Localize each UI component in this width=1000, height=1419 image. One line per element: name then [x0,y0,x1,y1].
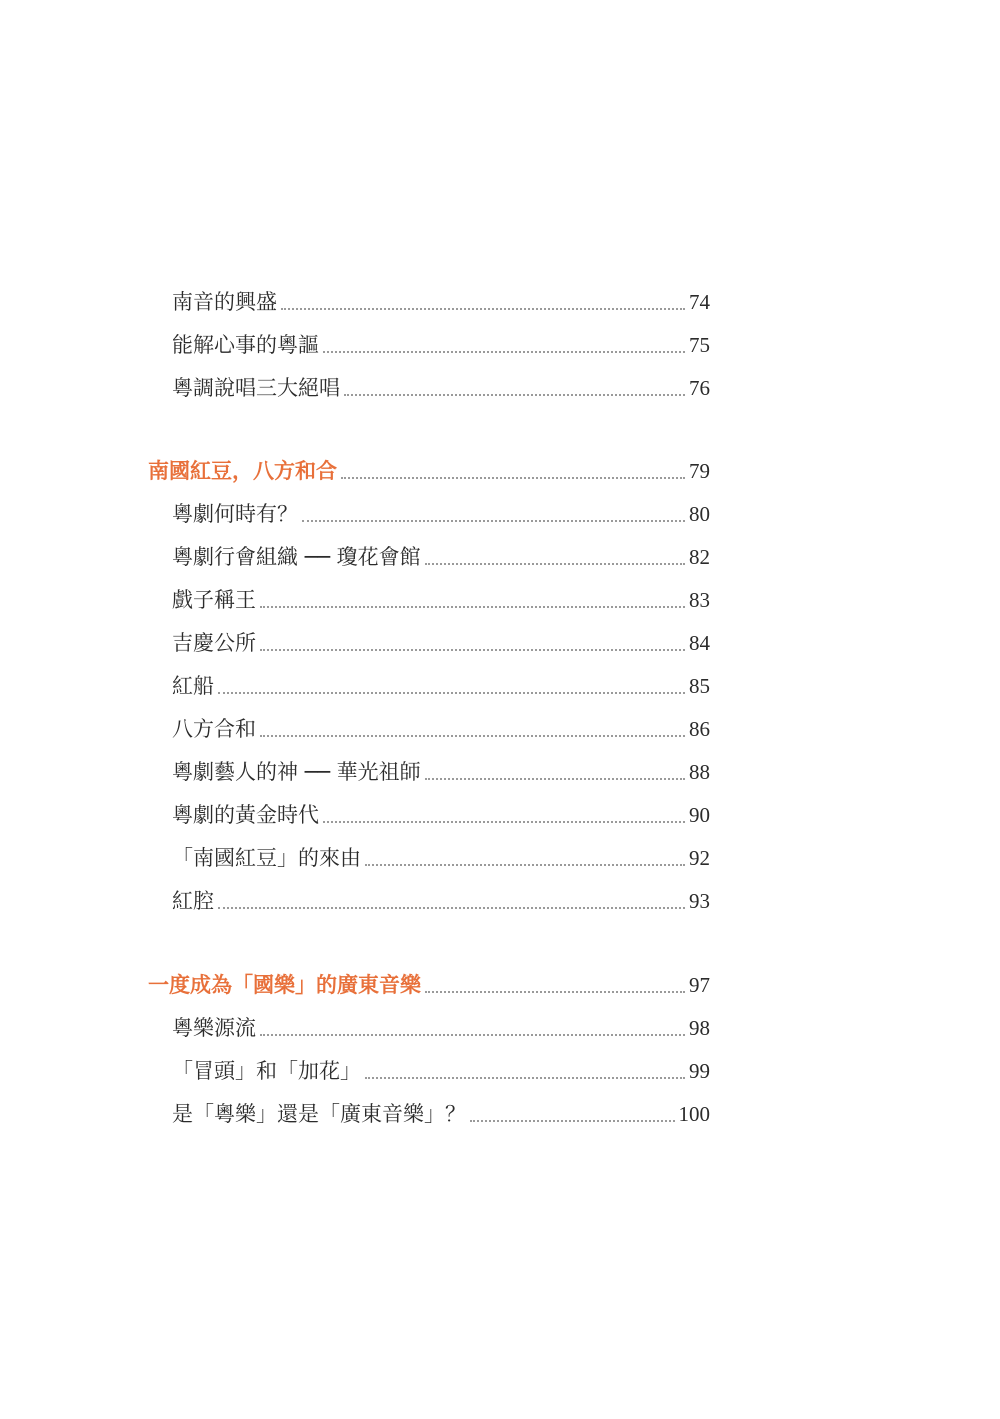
toc-entry-page: 98 [689,1016,710,1040]
toc-entry-title: 紅船 [172,674,214,698]
toc-entry-page: 85 [689,674,710,698]
toc-entry[interactable] [148,579,710,622]
toc-entry[interactable] [148,880,710,923]
dot-leader [218,692,685,694]
toc-entry[interactable] [148,794,710,837]
toc-entry[interactable] [148,837,710,880]
dot-leader [344,394,685,396]
dot-leader [470,1120,675,1122]
section-spacer [148,410,710,450]
toc-entry[interactable] [148,367,710,410]
toc-entry-page: 80 [689,502,710,526]
toc-entry-title: 是「粵樂」還是「廣東音樂」？ [172,1102,466,1126]
toc-entry-title: 吉慶公所 [172,631,256,655]
toc-entry[interactable] [148,751,710,794]
toc-entry-page: 86 [689,717,710,741]
toc-entry-page: 75 [689,333,710,357]
dot-leader [365,864,685,866]
toc-section-page: 97 [689,973,710,997]
toc-entry-page: 84 [689,631,710,655]
dot-leader [260,606,685,608]
toc-entry-title: 紅腔 [172,889,214,913]
toc-entry-page: 88 [689,760,710,784]
toc-entry-title: 南音的興盛 [172,290,277,314]
toc-entry[interactable] [148,493,710,536]
toc-entry-page: 74 [689,290,710,314]
toc-entry-title: 粵調說唱三大絕唱 [172,376,340,400]
dot-leader [425,778,685,780]
table-of-contents [148,281,710,1136]
dot-leader [323,821,685,823]
dot-leader [425,563,685,565]
toc-entry-title: 「冒頭」和「加花」 [172,1059,361,1083]
dot-leader [425,991,685,993]
toc-entry[interactable] [148,622,710,665]
toc-entry[interactable] [148,536,710,579]
section-spacer [148,923,710,964]
toc-entry[interactable] [148,708,710,751]
toc-entry-page: 90 [689,803,710,827]
toc-entry[interactable] [148,1093,710,1136]
toc-entry[interactable] [148,1050,710,1093]
toc-entry-title: 能解心事的粵謳 [172,333,319,357]
dot-leader [323,351,685,353]
toc-entry-title: 粵劇藝人的神 ── 華光祖師 [172,760,421,784]
toc-entry-page: 83 [689,588,710,612]
toc-entry[interactable] [148,281,710,324]
toc-section-heading[interactable] [148,450,710,493]
toc-entry-title: 「南國紅豆」的來由 [172,846,361,870]
dot-leader [302,520,685,522]
dot-leader [260,735,685,737]
toc-entry[interactable] [148,665,710,708]
toc-entry-page: 93 [689,889,710,913]
toc-entry-title: 粵劇行會組織 ── 瓊花會館 [172,545,421,569]
toc-section-heading[interactable] [148,964,710,1007]
toc-entry-title: 粵劇何時有？ [172,502,298,526]
toc-section-page: 79 [689,459,710,483]
toc-entry-title: 八方合和 [172,717,256,741]
dot-leader [365,1077,685,1079]
dot-leader [281,308,685,310]
toc-entry-page: 100 [678,1102,710,1126]
dot-leader [260,1034,685,1036]
toc-entry-page: 82 [689,545,710,569]
toc-entry-title: 戲子稱王 [172,588,256,612]
toc-section-title: 南國紅豆，八方和合 [148,459,337,483]
toc-entry-page: 76 [689,376,710,400]
dot-leader [218,907,685,909]
dot-leader [341,477,685,479]
toc-entry-page: 99 [689,1059,710,1083]
toc-entry[interactable] [148,324,710,367]
toc-entry-title: 粵劇的黃金時代 [172,803,319,827]
toc-entry-title: 粵樂源流 [172,1016,256,1040]
toc-entry-page: 92 [689,846,710,870]
toc-section-title: 一度成為「國樂」的廣東音樂 [148,973,421,997]
dot-leader [260,649,685,651]
toc-entry[interactable] [148,1007,710,1050]
